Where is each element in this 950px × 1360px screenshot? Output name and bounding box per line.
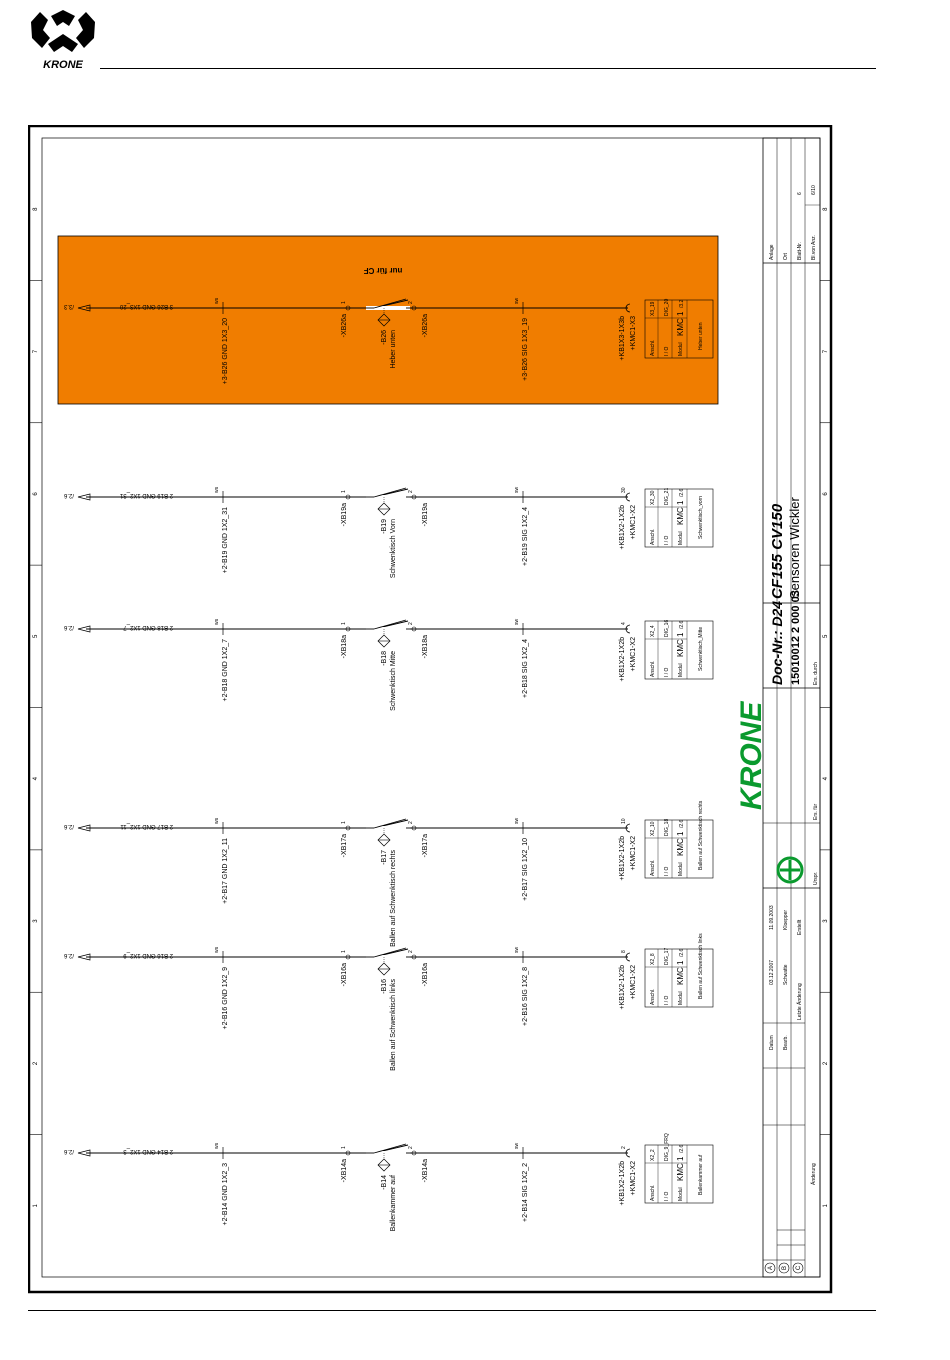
terminal-modul-ref: /3.2	[679, 299, 685, 308]
zone-label-left: 4	[33, 777, 39, 781]
revision-letter: C	[796, 1265, 802, 1271]
connector-label-1: +KB1X2-1X2b	[619, 836, 626, 881]
plug-pin: 2	[408, 821, 414, 824]
connector-label-1: +KB1X2-1X2b	[619, 1161, 626, 1206]
terminal-modul-ref: /2.6	[679, 620, 685, 629]
sensor-id: -B19	[381, 519, 388, 534]
plug-a-label: -XB18a	[341, 635, 348, 659]
blatt-label: Blatt-Nr.	[797, 241, 803, 260]
connector-label-2: +KMC1-X2	[630, 637, 637, 672]
terminal-header-anschl: Anschl.	[650, 988, 656, 1005]
terminal-modul-value: KMC 1	[676, 960, 685, 985]
gnd-ref-label: 2 B18 GND 1X2_7	[123, 624, 173, 630]
zone-label-left: 1	[33, 1204, 39, 1208]
plug-b-label: -XB19a	[422, 503, 429, 527]
connector-label-2: +KMC1-X3	[630, 316, 637, 351]
terminal-header-anschl: Anschl.	[650, 528, 656, 545]
part-number: 15010012 2 000 03	[790, 590, 802, 685]
gnd-wire-label: +2-B18 GND 1X2_7	[222, 639, 229, 702]
terminal-description: Schwenktisch_vorn	[698, 495, 704, 539]
connector-label-1: +KB1X2-1X2b	[619, 637, 626, 682]
plug-a-label: -XB14a	[341, 1159, 348, 1183]
logo-text: KRONE	[43, 59, 83, 71]
terminal-description: Ballen auf Schwenktisch links	[698, 933, 704, 999]
highlight-label: nur für CF	[363, 266, 403, 275]
plug-pin: 2	[408, 950, 414, 953]
connector-pin: 4	[621, 622, 627, 625]
connector-label-1: +KB1X2-1X2b	[619, 505, 626, 550]
connector-label-2: +KMC1-X2	[630, 1161, 637, 1196]
gnd-ref-label: 2 B14 GND 1X2_3	[123, 1148, 173, 1154]
zone-label-left: 2	[33, 1061, 39, 1066]
terminal-modul-value: KMC 1	[676, 632, 685, 657]
revision-letter: A	[768, 1265, 774, 1271]
plug-pin: 2	[408, 1146, 414, 1149]
terminal-table	[645, 1133, 713, 1203]
zone-label-left: 6	[33, 492, 39, 496]
wire-color: ws	[214, 946, 220, 953]
gnd-wire-label: +2-B14 GND 1X2_3	[222, 1163, 229, 1226]
plug-a-label: -XB17a	[341, 834, 348, 858]
aenderung-label: Änderung	[811, 1163, 817, 1185]
zone-label-left: 8	[33, 207, 39, 211]
plug-pin: 1	[341, 490, 347, 493]
connector-pin: 30	[621, 487, 627, 493]
zone-label-right: 7	[823, 349, 829, 354]
sensor-name: Ballenkammer auf	[390, 1175, 397, 1232]
plug-pin: 2	[408, 301, 414, 304]
zone-label-right: 3	[823, 919, 829, 923]
sensor-id: -B18	[381, 651, 388, 666]
terminal-header-anschl: Anschl.	[650, 660, 656, 677]
terminal-modul-ref: /2.6	[679, 948, 685, 957]
gnd-ref-label: 2 B17 GND 1X2_11	[120, 823, 173, 829]
sig-wire-label: +2-B16 SIG 1X2_8	[522, 967, 529, 1026]
krone-logo	[28, 8, 98, 72]
revision-markers	[765, 1263, 803, 1273]
revision-letter: B	[782, 1265, 788, 1271]
gnd-wire-label: +3-B26 GND 1X3_20	[222, 318, 229, 385]
zone-label-left: 7	[33, 349, 39, 354]
connector-pin: 2	[621, 1146, 627, 1149]
sensor-name: Heber unten	[390, 330, 397, 369]
connector-pin: 8	[621, 950, 627, 953]
terminal-table	[645, 933, 713, 1007]
terminal-header-io: I / O	[664, 346, 670, 356]
wire-color: sw	[514, 1142, 520, 1149]
terminal-io-value: DIG_17	[664, 947, 670, 965]
header-rule	[100, 68, 876, 69]
terminal-modul-value: KMC 1	[676, 831, 685, 856]
plug-a-label: -XB26a	[341, 314, 348, 338]
wire-color: sw	[514, 618, 520, 625]
bearb-1: Schwatte	[783, 964, 789, 985]
terminal-anschl-value: X2_10	[650, 821, 656, 836]
terminal-header-anschl: Anschl.	[650, 1184, 656, 1201]
connector-label-2: +KMC1-X2	[630, 965, 637, 1000]
terminal-modul-ref: /2.6	[679, 488, 685, 497]
terminal-modul-ref: /2.6	[679, 819, 685, 828]
plug-b-label: -XB14a	[422, 1159, 429, 1183]
sensor-circuit	[63, 800, 713, 947]
zone-label-right: 4	[823, 777, 829, 781]
plug-pin: 1	[341, 1146, 347, 1149]
sensor-circuit	[63, 486, 713, 578]
wire-color: sw	[514, 297, 520, 304]
terminal-description: Heber unten	[698, 322, 704, 350]
terminal-anschl-value: X3_19	[650, 301, 656, 316]
terminal-header-io: I / O	[664, 866, 670, 876]
sensor-name: Schwenktisch Vorn	[390, 519, 397, 579]
plug-b-label: -XB17a	[422, 834, 429, 858]
datum-label: Datum	[769, 1035, 775, 1050]
datum-1: 03.12.2007	[769, 959, 775, 985]
terminal-table	[645, 800, 713, 878]
gnd-wire-label: +2-B19 GND 1X2_31	[222, 507, 229, 574]
sensor-circuit	[63, 618, 713, 711]
sensor-id: -B16	[381, 979, 388, 994]
terminal-modul-value: KMC 1	[676, 311, 685, 336]
terminal-modul-value: KMC 1	[676, 500, 685, 525]
terminal-anschl-value: X2_8	[650, 953, 656, 965]
bl-von-label: Bl.von Anz.	[811, 234, 817, 260]
plug-b-label: -XB16a	[422, 963, 429, 987]
gnd-ref-label: 3 B26 GND 1X3_20	[119, 303, 173, 309]
terminal-header-anschl: Anschl.	[650, 859, 656, 876]
plug-pin: 1	[341, 950, 347, 953]
bearb-2: Kloepper	[783, 909, 789, 930]
wire-color: sw	[514, 486, 520, 493]
sig-wire-label: +2-B14 SIG 1X2_2	[522, 1163, 529, 1222]
terminal-header-io: I / O	[664, 995, 670, 1005]
zone-label-right: 6	[823, 492, 829, 496]
wire-color: ws	[214, 1142, 220, 1149]
datum-2: 11.09.2003	[769, 905, 775, 930]
plug-pin: 2	[408, 622, 414, 625]
zone-label-right: 2	[823, 1061, 829, 1066]
terminal-header-io: I / O	[664, 1191, 670, 1201]
sensor-name: Ballen auf Schwenktisch links	[390, 979, 397, 1071]
terminal-description: Ballen auf Schwenktisch rechts	[698, 800, 704, 870]
terminal-io-value: DIG_16	[664, 619, 670, 637]
wire-color: sw	[514, 946, 520, 953]
anlage-label: Anlage	[769, 244, 775, 260]
plug-pin: 2	[408, 490, 414, 493]
urspr-label: Urspr.	[813, 871, 819, 885]
ers-durch-label: Ers. durch	[813, 662, 819, 685]
plug-pin: 1	[341, 622, 347, 625]
plug-pin: 1	[341, 301, 347, 304]
terminal-header-io: I / O	[664, 667, 670, 677]
terminal-header-modul: Modul	[678, 531, 684, 545]
wire-color: ws	[214, 486, 220, 493]
sensor-id: -B17	[381, 850, 388, 865]
plug-pin: 1	[341, 821, 347, 824]
circuits	[63, 297, 713, 1231]
gnd-ref-label: 2 B16 GND 1X2_9	[123, 952, 173, 958]
terminal-header-modul: Modul	[678, 342, 684, 356]
zone-label-right: 1	[823, 1204, 829, 1208]
connector-label-2: +KMC1-X2	[630, 505, 637, 540]
zone-label-left: 3	[33, 919, 39, 923]
sensor-id: -B14	[381, 1175, 388, 1190]
connector-label-2: +KMC1-X2	[630, 836, 637, 871]
ort-label: Ort	[783, 253, 789, 260]
title-block	[735, 138, 820, 1277]
wire-color: ws	[214, 618, 220, 625]
terminal-anschl-value: X2_30	[650, 490, 656, 505]
sig-wire-label: +2-B19 SIG 1X2_4	[522, 507, 529, 566]
terminal-table	[645, 488, 713, 547]
terminal-anschl-value: X2_2	[650, 1149, 656, 1161]
sensor-name: Schwenktisch Mitte	[390, 651, 397, 711]
terminal-io-value: DIG_18	[664, 818, 670, 836]
terminal-io-value: DIG_9_FRQ	[664, 1133, 670, 1161]
sheet-subtitle: Sensoren Wickler	[787, 497, 802, 599]
connector-label-1: +KB1X3-1X3b	[619, 316, 626, 361]
gnd-wire-label: +2-B17 GND 1X2_11	[222, 838, 229, 904]
bearb-label: Bearb.	[783, 1035, 789, 1050]
bl-von-value: 6/10	[811, 185, 817, 195]
xref-label: /2.6	[63, 952, 74, 958]
wire-color: ws	[214, 297, 220, 304]
wire-color: sw	[514, 817, 520, 824]
sensor-name: Ballen auf Schwenktisch rechts	[390, 850, 397, 947]
terminal-header-modul: Modul	[678, 862, 684, 876]
terminal-header-modul: Modul	[678, 1187, 684, 1201]
title-krone-text: KRONE	[735, 701, 768, 810]
zone-label-left: 5	[33, 634, 39, 638]
footer-rule	[28, 1310, 876, 1311]
schematic-sheet	[28, 125, 834, 1295]
erstellt-label: Erstellt	[797, 919, 803, 935]
xref-label: /2.6	[63, 492, 74, 498]
terminal-header-io: I / O	[664, 535, 670, 545]
zone-label-right: 5	[823, 634, 829, 638]
plug-a-label: -XB16a	[341, 963, 348, 987]
xref-label: /2.6	[63, 624, 74, 630]
connector-label-1: +KB1X2-1X2b	[619, 965, 626, 1010]
sensor-id: -B26	[381, 330, 388, 345]
terminal-header-anschl: Anschl.	[650, 339, 656, 356]
terminal-anschl-value: X2_4	[650, 625, 656, 637]
gnd-ref-label: 2 B19 GND 1X2_31	[119, 492, 173, 498]
terminal-io-value: DIG_20	[664, 298, 670, 316]
terminal-description: Ballenkammer auf	[698, 1154, 704, 1195]
gnd-wire-label: +2-B16 GND 1X2_9	[222, 967, 229, 1030]
xref-label: /2.6	[63, 1148, 74, 1154]
plug-a-label: -XB19a	[341, 503, 348, 527]
plug-b-label: -XB26a	[422, 314, 429, 338]
model-title: CF155 CV150	[769, 503, 786, 599]
ers-fuer-label: Ers. für	[813, 803, 819, 820]
sensor-circuit	[63, 933, 713, 1071]
title-krone-logo	[735, 701, 802, 882]
sensor-circuit	[63, 1133, 713, 1231]
sig-wire-label: +2-B17 SIG 1X2_10	[522, 838, 529, 901]
terminal-table	[645, 620, 713, 679]
sig-wire-label: +3-B26 SIG 1X3_19	[522, 318, 529, 381]
terminal-description: Schwenktisch_Mitte	[698, 626, 704, 671]
zone-label-right: 8	[823, 207, 829, 211]
terminal-io-value: DIG_21	[664, 487, 670, 505]
letzte-aenderung-label: Letzte Änderung	[797, 983, 803, 1020]
wire-color: ws	[214, 817, 220, 824]
doc-number: Doc-Nr.: D24	[769, 600, 785, 685]
xref-label: /2.6	[63, 823, 74, 829]
xref-label: /3.3	[63, 303, 74, 309]
sig-wire-label: +2-B18 SIG 1X2_4	[522, 639, 529, 698]
plug-b-label: -XB18a	[422, 635, 429, 659]
terminal-modul-ref: /2.6	[679, 1144, 685, 1153]
terminal-header-modul: Modul	[678, 663, 684, 677]
terminal-modul-value: KMC 1	[676, 1156, 685, 1181]
terminal-header-modul: Modul	[678, 991, 684, 1005]
blatt-value: 6	[797, 192, 803, 195]
connector-pin: 10	[621, 818, 627, 824]
